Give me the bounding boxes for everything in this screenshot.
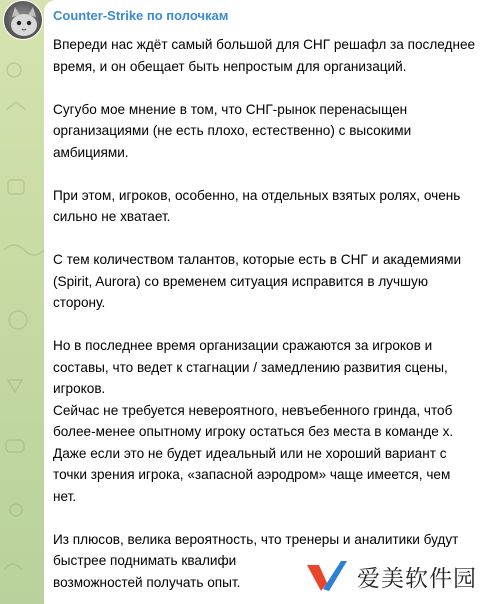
- post-paragraph: Но в последнее время организации сражаются за игроков и составы, что ведет к стагнации / замедлению развития сцены, игроков.: [53, 338, 448, 396]
- post-paragraph: Из плюсов, велика вероятность, что тренеры и аналитики будут быстрее поднимать квалифи: [53, 531, 459, 568]
- post-paragraph: Сейчас не требуется невероятного, невъебенного гринда, чтоб более-менее опытному игроку остаться без места в команде х. Даже если это не будет идеальный или не хороший вариант с точки зрения игрока, «запасной аэродром» чаще имеется, чем нет.: [53, 402, 454, 504]
- post-paragraph: Сугубо мое мнение в том, что СНГ-рынок перенасыщен организациями (не есть плохо, естественно) с высокими амбициями.: [53, 101, 412, 160]
- post-text: [53, 34, 477, 593]
- post-paragraph: С тем количеством талантов, которые есть в СНГ и академиями (Spirit, Aurora) со временем ситуация исправится в лучшую сторону.: [53, 252, 462, 310]
- message-bubble: [44, 0, 487, 604]
- channel-name-link[interactable]: Counter-Strike по полочкам: [53, 8, 229, 23]
- watermark-logo-icon: [305, 559, 349, 593]
- watermark-text: 爱美软件园: [357, 565, 477, 592]
- paragraph-gap: [53, 314, 477, 336]
- paragraph-gap: [53, 507, 477, 529]
- post-paragraph: При этом, игроков, особенно, на отдельных взятых ролях, очень сильно не хватает.: [53, 187, 461, 224]
- wallpaper-pattern: [0, 0, 44, 604]
- post-paragraph: Впереди нас ждёт самый большой для СНГ решафл за последнее время, и он обещает быть непростым для организаций.: [53, 37, 476, 74]
- cat-avatar-icon: [4, 1, 43, 40]
- watermark: [285, 548, 487, 604]
- paragraph-gap: [53, 77, 477, 99]
- paragraph-gap: [53, 228, 477, 250]
- paragraph-gap: [53, 163, 477, 185]
- post-paragraph: возможностей получать опыт.: [53, 574, 241, 590]
- channel-avatar[interactable]: [3, 0, 43, 40]
